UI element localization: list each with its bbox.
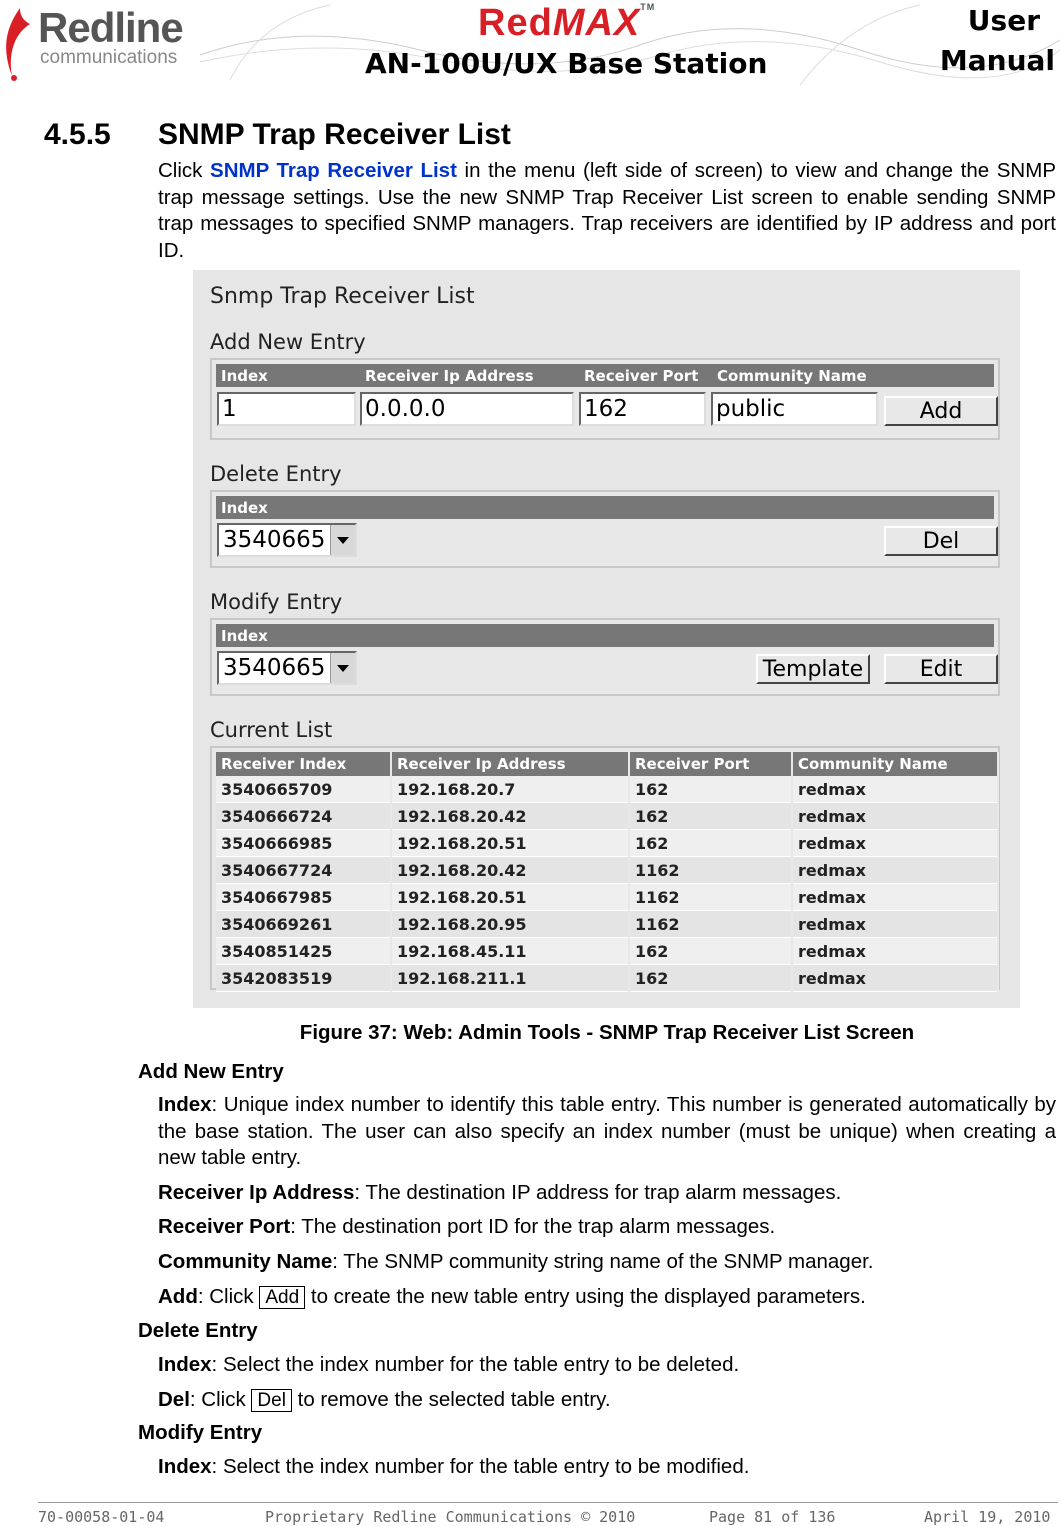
- table-row: [216, 776, 998, 803]
- edit-button[interactable]: Edit: [884, 654, 998, 684]
- cell-index: 3540666985: [216, 830, 391, 857]
- cell-ip: 192.168.20.51: [391, 884, 629, 911]
- current-list-panel: [210, 746, 1000, 990]
- modify-index-select[interactable]: [217, 651, 357, 685]
- logo-name: Redline: [38, 4, 183, 51]
- cell-ip: 192.168.20.42: [391, 857, 629, 884]
- cell-port: 162: [629, 965, 792, 992]
- logo-subtitle: communications: [40, 47, 178, 68]
- col-community-name: Community Name: [792, 752, 998, 776]
- current-list-table: [216, 752, 999, 992]
- add-entry-panel: [210, 358, 1000, 440]
- add-description: [158, 1284, 1056, 1311]
- del-index-description: [158, 1352, 1056, 1379]
- product-name: AN-100U/UX Base Station: [365, 47, 768, 80]
- del-key-label: Del: [251, 1389, 292, 1412]
- ip-term: Receiver Ip Address: [158, 1181, 355, 1204]
- add-entry-header-row: [216, 364, 994, 387]
- cell-community: redmax: [792, 803, 998, 830]
- cell-port: 1162: [629, 884, 792, 911]
- delete-entry-panel: [210, 490, 1000, 568]
- col-receiver-index: Receiver Index: [216, 752, 391, 776]
- intro-menu-link[interactable]: SNMP Trap Receiver List: [210, 159, 457, 182]
- cell-community: redmax: [792, 830, 998, 857]
- table-row: [216, 911, 998, 938]
- cell-port: 162: [629, 938, 792, 965]
- add-post: to create the new table entry using the displayed parameters.: [305, 1285, 866, 1308]
- cell-ip: 192.168.45.11: [391, 938, 629, 965]
- modify-entry-panel: [210, 618, 1000, 696]
- modify-entry-heading: Modify Entry: [210, 590, 343, 614]
- col-receiver-port: Receiver Port: [629, 752, 792, 776]
- figure-caption: Figure 37: Web: Admin Tools - SNMP Trap Receiver List Screen: [299, 1021, 915, 1044]
- user-manual-line1: User: [967, 4, 1040, 37]
- index-term: Index: [158, 1093, 212, 1116]
- del-description: [158, 1387, 1056, 1414]
- footer-date: April 19, 2010: [924, 1508, 1051, 1526]
- footer-copyright: Proprietary Redline Communications © 2010: [265, 1508, 636, 1526]
- cell-index: 3540669261: [216, 911, 391, 938]
- add-button[interactable]: Add: [884, 396, 998, 426]
- section-number: 4.5.5: [44, 118, 111, 151]
- table-header-row: [216, 752, 998, 776]
- delete-index-value: 3540665: [223, 527, 326, 553]
- col-port: Receiver Port: [584, 367, 699, 385]
- template-button[interactable]: Template: [756, 654, 870, 684]
- index-text: : Unique index number to identify this table entry. This number is generated automatically by the base station. The user can also specify an index number (must be unique) when creating a new table entry.: [158, 1093, 1056, 1169]
- delete-entry-subheading: Delete Entry: [138, 1319, 258, 1342]
- table-row: [216, 965, 998, 992]
- cell-port: 1162: [629, 911, 792, 938]
- footer-doc-id: 70-00058-01-04: [38, 1508, 165, 1526]
- col-receiver-ip: Receiver Ip Address: [391, 752, 629, 776]
- cell-index: 3540666724: [216, 803, 391, 830]
- del-post: to remove the selected table entry.: [291, 1388, 611, 1411]
- intro-prefix: Click: [158, 159, 211, 182]
- del-pre: : Click: [189, 1388, 252, 1411]
- port-description: [158, 1214, 1056, 1241]
- mod-index-term: Index: [158, 1455, 212, 1478]
- snmp-screen-figure: [193, 270, 1020, 1008]
- cell-index: 3540665709: [216, 776, 391, 803]
- modify-index-value: 3540665: [223, 655, 326, 681]
- cell-port: 162: [629, 803, 792, 830]
- add-term: Add: [158, 1285, 198, 1308]
- mod-index-description: [158, 1454, 1056, 1481]
- receiver-port-input[interactable]: 162: [579, 392, 706, 426]
- cell-community: redmax: [792, 884, 998, 911]
- community-name-input[interactable]: public: [711, 392, 878, 426]
- cell-port: 1162: [629, 857, 792, 884]
- user-manual-line2: Manual: [939, 44, 1055, 77]
- current-list-heading: Current List: [210, 718, 333, 742]
- cell-community: redmax: [792, 776, 998, 803]
- community-term: Community Name: [158, 1250, 333, 1273]
- table-row: [216, 857, 998, 884]
- col-index: Index: [221, 367, 268, 385]
- brand-tm: TM: [640, 2, 656, 12]
- community-description: [158, 1249, 1056, 1276]
- del-button[interactable]: Del: [884, 526, 998, 556]
- cell-index: 3542083519: [216, 965, 391, 992]
- col-index: Index: [221, 627, 268, 645]
- ip-text: : The destination IP address for trap alarm messages.: [354, 1181, 842, 1204]
- cell-ip: 192.168.20.95: [391, 911, 629, 938]
- cell-community: redmax: [792, 938, 998, 965]
- cell-index: 3540667724: [216, 857, 391, 884]
- del-index-text: : Select the index number for the table entry to be deleted.: [211, 1353, 740, 1376]
- col-community: Community Name: [717, 367, 867, 385]
- port-term: Receiver Port: [158, 1215, 291, 1238]
- cell-ip: 192.168.211.1: [391, 965, 629, 992]
- table-row: [216, 803, 998, 830]
- redline-logo: [0, 2, 205, 82]
- cell-index: 3540851425: [216, 938, 391, 965]
- intro-rest: in the menu (left side of screen) to view and change the SNMP trap message settings. Use the new SNMP Trap Receiver List screen to enable sending SNMP trap messages to specified SNMP managers. Trap receivers are identified by IP address and port ID.: [158, 159, 1056, 262]
- page-footer: [38, 1502, 1058, 1526]
- cell-ip: 192.168.20.51: [391, 830, 629, 857]
- table-row: [216, 938, 998, 965]
- screen-title: Snmp Trap Receiver List: [210, 284, 475, 309]
- cell-port: 162: [629, 776, 792, 803]
- col-index: Index: [221, 499, 268, 517]
- table-row: [216, 884, 998, 911]
- chevron-down-icon[interactable]: [330, 525, 355, 555]
- cell-ip: 192.168.20.7: [391, 776, 629, 803]
- cell-ip: 192.168.20.42: [391, 803, 629, 830]
- brand-red: Red: [478, 2, 553, 44]
- col-ip: Receiver Ip Address: [365, 367, 534, 385]
- receiver-ip-input[interactable]: 0.0.0.0: [360, 392, 574, 426]
- section-title: SNMP Trap Receiver List: [158, 118, 511, 151]
- del-term: Del: [158, 1388, 190, 1411]
- cell-community: redmax: [792, 965, 998, 992]
- table-row: [216, 830, 998, 857]
- port-text: : The destination port ID for the trap alarm messages.: [290, 1215, 776, 1238]
- redmax-brand: [478, 2, 655, 45]
- cell-port: 162: [629, 830, 792, 857]
- cell-community: redmax: [792, 857, 998, 884]
- add-entry-heading: Add New Entry: [210, 330, 366, 354]
- cell-index: 3540667985: [216, 884, 391, 911]
- add-pre: : Click: [197, 1285, 260, 1308]
- add-new-entry-subheading: Add New Entry: [138, 1060, 284, 1083]
- redline-logo-icon: [0, 4, 40, 82]
- page-header: [0, 0, 1060, 90]
- modify-entry-subheading: Modify Entry: [138, 1421, 263, 1444]
- cell-community: redmax: [792, 911, 998, 938]
- add-key-label: Add: [259, 1286, 305, 1309]
- community-text: : The SNMP community string name of the SNMP manager.: [332, 1250, 874, 1273]
- footer-page-number: Page 81 of 136: [709, 1508, 836, 1526]
- delete-entry-header-row: [216, 496, 994, 519]
- brand-max: MAX: [552, 2, 641, 44]
- ip-description: [158, 1180, 1056, 1207]
- delete-entry-heading: Delete Entry: [210, 462, 342, 486]
- mod-index-text: : Select the index number for the table entry to be modified.: [211, 1455, 750, 1478]
- modify-entry-header-row: [216, 624, 994, 647]
- del-index-term: Index: [158, 1353, 212, 1376]
- chevron-down-icon[interactable]: [330, 653, 355, 683]
- index-description: [158, 1092, 1056, 1172]
- intro-paragraph: [158, 158, 1056, 264]
- delete-index-select[interactable]: [217, 523, 357, 557]
- index-input[interactable]: 1: [217, 392, 356, 426]
